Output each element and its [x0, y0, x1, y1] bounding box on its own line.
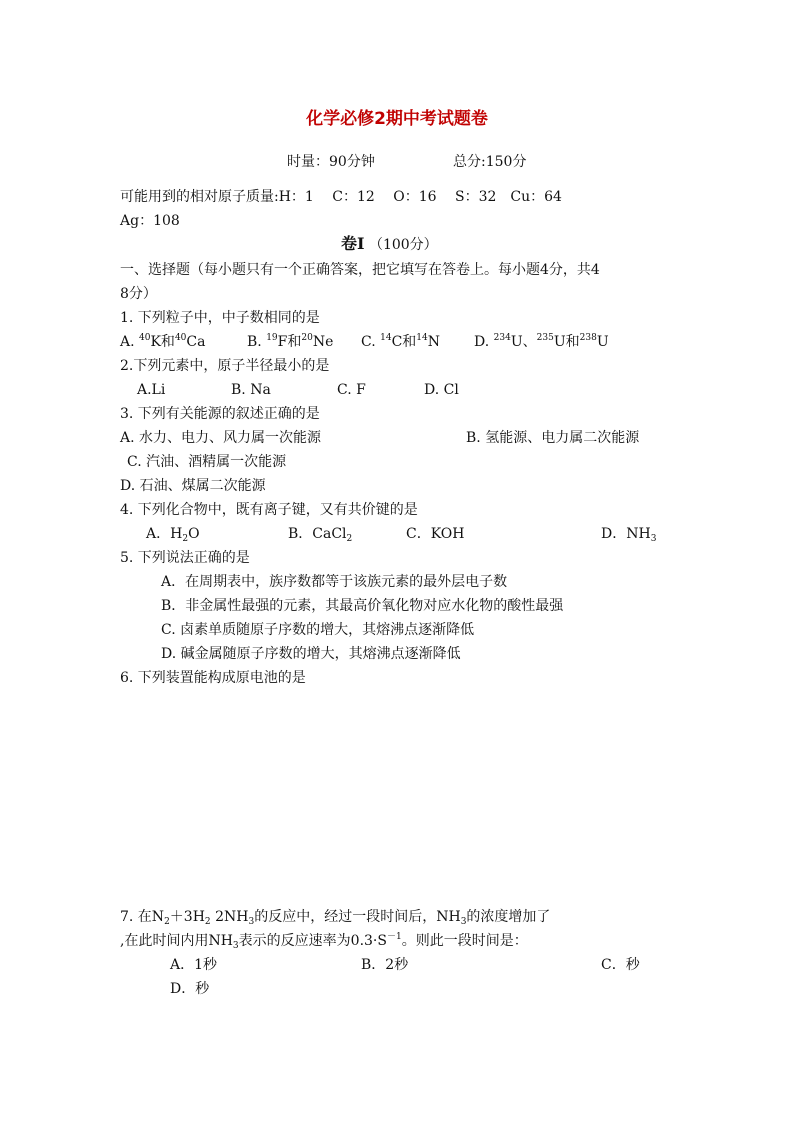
section-points: （100分）: [368, 237, 438, 253]
q4-option-b: B．CaCl$_2$: [288, 526, 353, 544]
q6-stem: 6. 下列装置能构成原电池的是: [120, 670, 306, 686]
q4-option-c: C．KOH: [406, 526, 465, 542]
atomic-mass-line-2: Ag：108: [120, 213, 180, 229]
q5-option-a: A．在周期表中，族序数都等于该族元素的最外层电子数: [161, 574, 508, 590]
q4-stem: 4. 下列化合物中，既有离子键，又有共价键的是: [120, 502, 418, 518]
q3-option-d: D. 石油、煤属二次能源: [120, 478, 266, 494]
q5-option-d: D. 碱金属随原子序数的增大，其熔沸点逐渐降低: [161, 646, 461, 662]
q2-option-d: D. Cl: [424, 382, 459, 398]
q1-option-c: C. $^{14}$C和$^{14}$N: [361, 333, 440, 350]
q3-option-c: C. 汽油、酒精属一次能源: [127, 454, 287, 470]
q7-option-d: D．秒: [170, 981, 210, 997]
q5-stem: 5. 下列说法正确的是: [120, 550, 250, 566]
page-title: 化学必修2期中考试题卷: [306, 109, 488, 129]
q1-stem: 1. 下列粒子中，中子数相同的是: [120, 310, 320, 326]
atomic-mass-line-1: 可能用到的相对原子质量:H：1 C：12 O：16 S：32 Cu：64: [120, 189, 562, 205]
instructions-line-2: 8分）: [120, 286, 157, 302]
q7-stem-line-2: ,在此时间内用$NH_3$表示的反应速率为$0.3\cdot S^{-1}$。则此一段时间是：: [120, 932, 528, 951]
exam-duration: 时量：90分钟: [287, 154, 375, 170]
q2-stem: 2.下列元素中，原子半径最小的是: [120, 358, 330, 374]
q3-stem: 3. 下列有关能源的叙述正确的是: [120, 406, 320, 422]
q7-stem-line-1: 7. 在$N_2+3H_2$ $2NH_3$的反应中，经过一段时间后，$NH_3$的浓度增加了: [120, 909, 551, 927]
q4-option-a: A．$H_2O$: [146, 526, 200, 544]
q1-option-a: A. $^{40}$K和$^{40}$Ca: [120, 333, 206, 350]
exam-total-score: 总分:150分: [453, 154, 527, 170]
instructions-line-1: 一、选择题（每小题只有一个正确答案，把它填写在答卷上。每小题4分，共4: [120, 262, 600, 278]
q7-option-a: A．1秒: [170, 957, 218, 973]
q4-option-d: D．$NH_3$: [601, 526, 657, 544]
q3-option-b: B. 氢能源、电力属二次能源: [466, 430, 640, 446]
q5-option-b: B．非金属性最强的元素，其最高价氧化物对应水化物的酸性最强: [161, 598, 564, 614]
q7-option-c: C．秒: [601, 957, 640, 973]
q3-option-a: A. 水力、电力、风力属一次能源: [120, 430, 322, 446]
q2-option-b: B. Na: [231, 382, 271, 398]
section-title: 卷Ⅰ: [341, 234, 365, 253]
q7-option-b: B．2秒: [361, 957, 409, 973]
q5-option-c: C. 卤素单质随原子序数的增大，其熔沸点逐渐降低: [161, 622, 475, 638]
q1-option-b: B. $^{19}$F和$^{20}$Ne: [247, 333, 334, 350]
q6-diagram-area: [146, 700, 666, 890]
q2-option-a: A.Li: [137, 382, 166, 398]
section-heading: [341, 234, 438, 255]
q1-option-d: D. $^{234}$U、$^{235}$U和$^{238}$U: [474, 333, 609, 350]
q2-option-c: C. F: [337, 382, 366, 398]
